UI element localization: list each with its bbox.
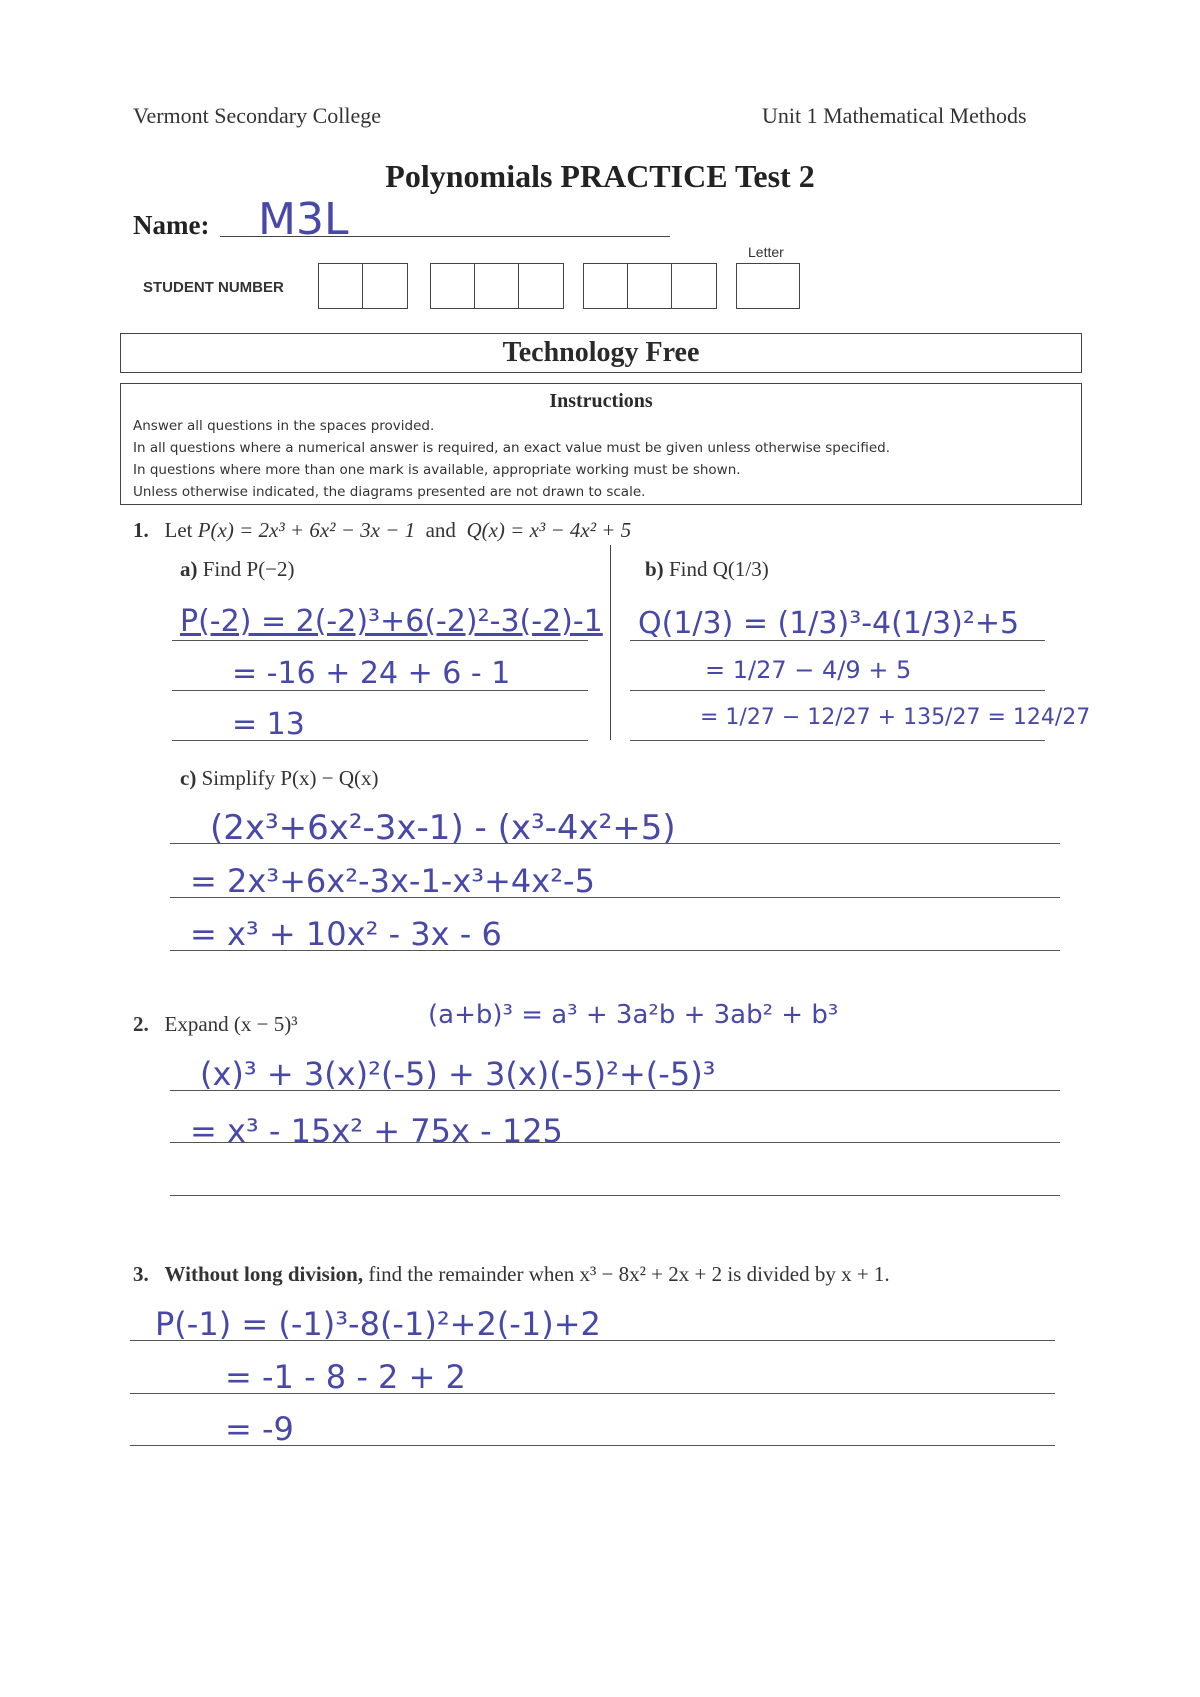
q3-bold: Without long division,: [164, 1262, 364, 1286]
q1-stem: [133, 518, 631, 543]
q2-text: Expand (x − 5)³: [164, 1012, 298, 1036]
answer-rule: [170, 897, 1060, 898]
answer-rule: [630, 690, 1045, 691]
answer-rule: [130, 1445, 1055, 1446]
answer-rule: [170, 1142, 1060, 1143]
q1c-label: c): [180, 766, 197, 790]
section-title-box: [120, 333, 1082, 373]
subject-name: Unit 1 Mathematical Methods: [762, 103, 1027, 128]
q2-answer-line: = x³ - 15x² + 75x - 125: [190, 1112, 563, 1150]
answer-rule: [172, 640, 588, 641]
answer-rule: [170, 1090, 1060, 1091]
q1a-text: Find P(−2): [202, 557, 295, 581]
student-number-label: STUDENT NUMBER: [143, 279, 284, 296]
instruction-line: Answer all questions in the spaces provided.: [133, 418, 435, 434]
q2-stem: [133, 1012, 298, 1037]
q3-answer-line: P(-1) = (-1)³-8(-1)²+2(-1)+2: [155, 1305, 601, 1343]
q3-stem: [133, 1262, 890, 1287]
page-title: Polynomials PRACTICE Test 2: [385, 158, 815, 194]
student-number-box[interactable]: [474, 263, 520, 309]
answer-rule: [170, 950, 1060, 951]
q1a-answer-line: P(-2) = 2(-2)³+6(-2)²-3(-2)-1: [180, 604, 603, 639]
section-title: Technology Free: [502, 337, 700, 368]
student-number-box[interactable]: [671, 263, 717, 309]
student-number-box[interactable]: [583, 263, 629, 309]
q1a-label: a): [180, 557, 198, 581]
answer-rule: [630, 640, 1045, 641]
answer-rule: [630, 740, 1045, 741]
q1c-prompt: [180, 766, 379, 791]
instruction-line: Unless otherwise indicated, the diagrams presented are not drawn to scale.: [133, 484, 646, 500]
q1c-answer-line: = 2x³+6x²-3x-1-x³+4x²-5: [190, 862, 595, 900]
instructions-box: [120, 383, 1082, 505]
q1-q-definition: Q(x) = x³ − 4x² + 5: [466, 518, 632, 542]
student-number-box[interactable]: [518, 263, 564, 309]
q1-let: Let: [164, 518, 193, 542]
q3-answer-line: = -9: [225, 1410, 294, 1448]
answer-rule: [170, 1195, 1060, 1196]
instructions-title: Instructions: [549, 390, 653, 412]
name-value: M3L: [258, 194, 349, 245]
q1-number: 1.: [133, 518, 149, 542]
q1c-answer-line: (2x³+6x²-3x-1) - (x³-4x²+5): [210, 808, 676, 848]
student-number-box[interactable]: [318, 263, 364, 309]
student-number-box[interactable]: [362, 263, 408, 309]
school-name: Vermont Secondary College: [133, 103, 382, 128]
q1b-label: b): [645, 557, 664, 581]
student-number-box[interactable]: [430, 263, 476, 309]
answer-rule: [130, 1393, 1055, 1394]
q2-answer-line: (x)³ + 3(x)²(-5) + 3(x)(-5)²+(-5)³: [200, 1055, 716, 1093]
q1b-answer-line: Q(1/3) = (1/3)³-4(1/3)²+5: [638, 606, 1020, 641]
q2-number: 2.: [133, 1012, 149, 1036]
q1-and: and: [425, 518, 456, 542]
q1b-text: Find Q(1/3): [668, 557, 769, 581]
q1a-answer-line: = 13: [232, 707, 305, 742]
column-divider: [610, 545, 611, 740]
letter-label: Letter: [748, 244, 784, 260]
q3-answer-line: = -1 - 8 - 2 + 2: [225, 1358, 466, 1396]
q1-p-definition: P(x) = 2x³ + 6x² − 3x − 1: [197, 518, 416, 542]
q1b-answer-line: = 1/27 − 4/9 + 5: [705, 656, 912, 684]
q3-number: 3.: [133, 1262, 149, 1286]
answer-rule: [130, 1340, 1055, 1341]
q1c-answer-line: = x³ + 10x² - 3x - 6: [190, 915, 502, 953]
q1b-prompt: [645, 557, 769, 582]
q2-side-note: (a+b)³ = a³ + 3a²b + 3ab² + b³: [428, 1000, 839, 1030]
q1a-answer-line: = -16 + 24 + 6 - 1: [232, 656, 511, 691]
q1c-text: Simplify P(x) − Q(x): [201, 766, 379, 790]
answer-rule: [172, 690, 588, 691]
instruction-line: In questions where more than one mark is available, appropriate working must be shown.: [133, 462, 741, 478]
student-number-box[interactable]: [627, 263, 673, 309]
answer-rule: [172, 740, 588, 741]
answer-rule: [170, 843, 1060, 844]
instruction-line: In all questions where a numerical answer is required, an exact value must be given unless otherwise specified.: [133, 440, 890, 456]
name-label: Name:: [133, 210, 210, 240]
q3-text: find the remainder when x³ − 8x² + 2x + 2 is divided by x + 1.: [368, 1262, 890, 1286]
q1b-answer-line: = 1/27 − 12/27 + 135/27 = 124/27: [700, 705, 1091, 730]
letter-box[interactable]: [736, 263, 800, 309]
q1a-prompt: [180, 557, 295, 582]
